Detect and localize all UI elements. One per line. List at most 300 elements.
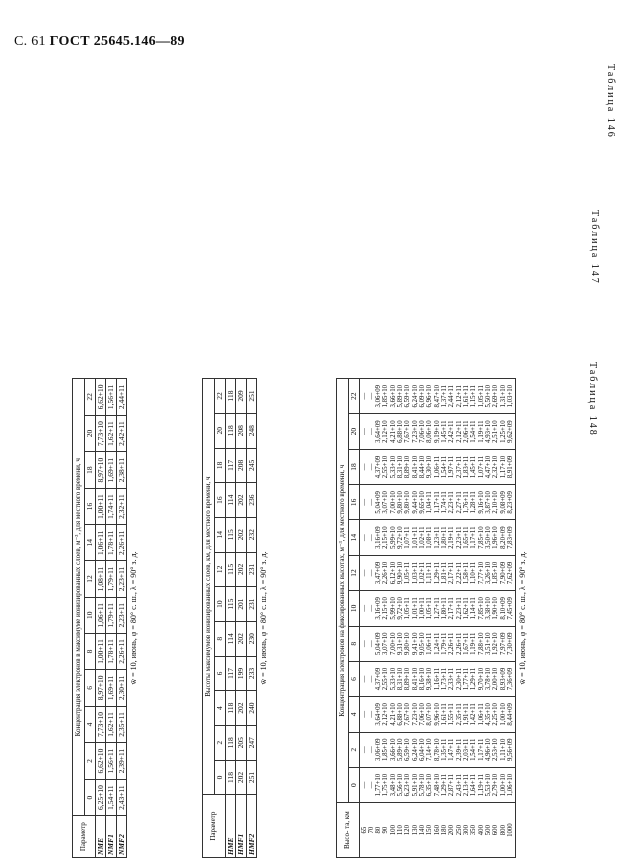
cell-value: 8,10+09 [499,597,507,620]
cell-value: 202 [236,552,247,587]
cell-value: — [360,640,368,648]
cell-value: 3,50+10 [485,526,493,549]
cell-value: 2,17+11 [448,597,456,620]
cell-value: 1,14+11 [470,597,478,620]
height-value: 80 [375,826,383,834]
cell-value: 1,19+11 [477,420,485,443]
cell-value: 7,06+10 [419,703,427,726]
cell-value: 8,06+10 [426,420,434,443]
cell-value: 232 [246,517,257,552]
cell-value: 2,26+10 [382,561,390,585]
cell-value: 3,64+09 [375,703,383,726]
cell-value: 1,78+11 [106,525,117,561]
cell-value: 1,16+11 [433,667,441,691]
cell-value: 8,97+10 [95,452,106,489]
cell-value: — [367,675,375,683]
cell-value: 6,96+10 [426,384,434,408]
cell-value: 6,23+10 [404,773,412,797]
cell-value: 1,01+11 [411,526,419,549]
cell-value: 1,19+11 [470,632,478,655]
cell-value: 9,31+10 [397,632,405,655]
cell-value: 5,56+10 [397,773,405,797]
table-row [236,379,247,858]
row-label: HMF1 [236,795,247,858]
cell-value: 8,89+10 [404,667,412,691]
cell-value: 5,89+10 [397,384,405,408]
cell-value: 7,14+10 [426,738,434,761]
cell-value: 7,73+10 [95,415,106,452]
height-value: 140 [419,825,427,836]
cell-value: 1,78+11 [106,633,117,669]
cell-value: 6,62+10 [95,743,106,780]
cell-value: 1,73+11 [441,667,449,691]
cell-value: — [360,534,368,542]
cell-value: 118 [225,725,236,760]
cell-value: 1,06+11 [426,632,434,655]
cell-value: 1,79+11 [106,597,117,633]
cell-value: 1,77+10 [375,773,383,797]
cell-value: 2,13+11 [463,773,471,797]
cell-value: 3,07+10 [382,632,390,655]
cell-value: — [360,428,368,436]
cell-value: 1,00+11 [95,633,106,669]
cell-value: 2,55+10 [382,667,390,691]
cell-value: 2,26+11 [116,525,127,561]
cell-value: 7,06+10 [419,420,427,443]
table-row [116,379,127,858]
cell-value: 1,08+11 [426,526,434,549]
cell-value: 1,06+11 [433,455,441,479]
hour-header: 22 [349,379,360,414]
cell-value: 1,80+11 [441,597,449,620]
cell-value: 2,12+11 [455,385,463,408]
cell-value: 2,44+11 [116,379,127,416]
cell-value: 114 [225,483,236,518]
cell-value: 1,37+11 [441,385,449,408]
cell-value: 4,35+10 [485,703,493,726]
cell-value: 2,12+11 [455,420,463,443]
cell-value: — [367,781,375,789]
hours-row [349,379,360,858]
table-subheader: Высоты максимумов ионизированных слоев, км, для местного времени, ч [203,379,215,795]
cell-value: 1,06+10 [507,773,515,797]
height-value: 180 [441,825,449,836]
cell-value: 9,19+10 [433,420,441,443]
value-column [359,697,516,732]
cell-value: — [367,392,375,400]
cell-value: 1,58+11 [463,561,471,585]
cell-value: 202 [236,517,247,552]
hour-header: 6 [215,656,226,691]
cell-value: — [367,746,375,754]
row-label: HME [225,795,236,858]
cell-value: 1,47+11 [448,738,456,761]
cell-value: 2,23+11 [455,597,463,620]
cell-value: 2,35+11 [116,706,127,743]
cell-value: 1,07+11 [477,455,485,479]
cell-value: 205 [236,725,247,760]
hour-header: 16 [85,488,96,524]
row-label: NME [95,816,106,858]
value-column [359,379,516,414]
cell-value: 4,47+10 [485,455,493,479]
cell-value: 6,09+10 [419,384,427,408]
cell-value: — [367,710,375,718]
hour-header: 14 [215,517,226,552]
cell-value: 9,65+10 [419,491,427,514]
cell-value: 8,78+10 [433,738,441,761]
cell-value: 8,41+10 [411,455,419,479]
cell-value: 3,66+10 [389,384,397,408]
cell-value: 2,33+11 [448,667,456,691]
cell-value: 2,23+11 [455,526,463,549]
height-value: 300 [463,825,471,836]
hour-header: 20 [215,413,226,448]
cell-value: 5,78+10 [419,773,427,797]
cell-value: 7,00+10 [389,632,397,655]
cell-value: 2,15+10 [382,526,390,549]
cell-value: 2,00+10 [492,667,500,691]
cell-value: 1,01+11 [411,597,419,620]
value-column [359,520,516,555]
cell-value: 3,38+10 [485,597,493,620]
cell-value: 5,04+09 [375,491,383,514]
cell-value: 2,15+10 [382,597,390,620]
cell-value: 9,72+10 [397,597,405,620]
table-conditions: w̄ = 10, июнь, φ = 80° с. ш., λ = 90° з. д. [518,551,528,685]
cell-value: 1,54+11 [441,455,449,479]
cell-value: 9,16+10 [477,491,485,514]
height-value: 500 [485,825,493,836]
cell-value: 8,31+10 [397,667,405,691]
hour-header: 18 [349,449,360,484]
table-body [95,379,127,858]
cell-value: 5,04+09 [375,632,383,655]
cell-value: — [367,604,375,612]
cell-value: 2,79+10 [492,773,500,797]
cell-value: 2,38+11 [116,452,127,489]
cell-value: — [360,781,368,789]
cell-value: — [360,746,368,754]
cell-value: — [367,534,375,542]
cell-value: 4,96+10 [485,738,493,761]
cell-value: 1,45+11 [441,420,449,443]
cell-value: 8,23+09 [507,491,515,514]
cell-value: 3,06+09 [375,384,383,408]
hour-header: 16 [349,485,360,520]
hours-row [215,379,226,858]
table-row [246,379,257,858]
hour-header: 8 [85,633,96,669]
cell-value: 251 [246,760,257,795]
cell-value: 3,07+10 [382,491,390,514]
cell-value: 1,69+11 [106,452,117,489]
page-header [14,34,185,50]
cell-value: 7,23+10 [411,703,419,726]
cell-value: — [360,710,368,718]
cell-value: 1,03+11 [411,561,419,585]
height-value: 800 [499,825,507,836]
cell-value: 8,89+10 [404,455,412,479]
cell-value: 1,24+11 [433,632,441,655]
height-value: 160 [433,825,441,836]
row-label: NMF1 [106,816,117,858]
cell-value: 118 [225,760,236,795]
value-column [359,485,516,520]
cell-value: 5,89+10 [397,738,405,761]
cell-value: 1,77+11 [463,667,471,691]
cell-value: 8,16+10 [419,667,427,691]
cell-value: — [360,463,368,471]
cell-value: 7,67+10 [404,703,412,726]
cell-value: 1,00+11 [419,597,427,620]
cell-value: 7,30+09 [507,632,515,655]
height-value: 110 [397,825,405,836]
value-column [359,414,516,449]
hour-header: 2 [85,743,96,780]
cell-value: 1,64+11 [470,773,478,797]
cell-value: 117 [225,656,236,691]
cell-value: 1,17+11 [433,491,441,514]
cell-value: 1,62+11 [106,706,117,743]
cell-value: 7,97+09 [499,632,507,655]
cell-value: 7,23+10 [411,420,419,443]
cell-value: 9,38+10 [426,667,434,691]
cell-value: 251 [246,379,257,414]
cell-value: 2,32+11 [116,488,127,524]
hour-header: 16 [215,483,226,518]
cell-value: 6,59+10 [404,738,412,761]
cell-value: 2,69+10 [492,384,500,408]
cell-value: 1,54+11 [470,420,478,443]
cell-value: 1,07+11 [404,526,412,549]
cell-value: 3,64+09 [375,420,383,443]
cell-value: 7,62+09 [507,561,515,585]
table-147 [202,378,268,858]
cell-value: 1,06+11 [95,597,106,633]
table-147-caption: Таблица 147 [589,210,600,285]
table-subheader: Концентрация электронов на фиксированных высотах, м⁻³, для местного времени, ч [337,379,349,803]
cell-value: 7,67+10 [404,420,412,443]
standard-title: ГОСТ 25645.146—89 [49,34,185,49]
cell-value: 2,51+10 [492,420,500,443]
height-value: 70 [367,826,375,834]
cell-value: 6,35+10 [426,773,434,797]
cell-value: 1,92+10 [492,632,500,655]
cell-value: 7,88+10 [477,632,485,655]
cell-value: 2,39+11 [455,738,463,761]
cell-value: 1,00+10 [499,703,507,726]
cell-value: 4,37+09 [375,667,383,691]
cell-value: 7,36+09 [507,667,515,691]
cell-value: 1,05+11 [477,385,485,408]
cell-value: 2,26+11 [448,632,456,655]
height-value: 65 [360,826,368,834]
hour-header: 0 [85,779,96,816]
cell-value: 5,53+10 [485,773,493,797]
cell-value: 1,28+11 [470,491,478,514]
cell-value: 2,23+11 [448,491,456,514]
cell-value: 1,76+11 [463,491,471,514]
cell-value: 6,62+10 [95,379,106,416]
cell-value: 115 [225,587,236,622]
height-value: 130 [411,825,419,836]
hour-header: 6 [85,670,96,707]
cell-value: 2,39+11 [116,743,127,780]
cell-value: 1,75+10 [382,773,390,797]
cell-value: 1,74+11 [106,488,117,524]
cell-value: 209 [236,379,247,414]
cell-value: 6,24+10 [411,738,419,761]
hour-header: 22 [85,379,96,416]
page-number: С. 61 [14,34,46,49]
cell-value: 2,10+10 [492,491,500,514]
cell-value: 247 [246,725,257,760]
cell-value: 8,20+09 [499,526,507,549]
cell-value: 1,85+10 [382,384,390,408]
param-header: Параметр [73,816,96,858]
hour-header: 4 [349,697,360,732]
cell-value: 1,02+11 [419,561,427,585]
cell-value: 3,51+10 [485,632,493,655]
cell-value: 9,56+09 [507,738,515,761]
hour-header: 8 [349,626,360,661]
cell-value: 2,12+10 [382,703,390,726]
cell-value: — [360,604,368,612]
cell-value: 5,50+10 [485,384,493,408]
cell-value: 1,56+11 [106,379,117,416]
cell-value: 8,47+10 [433,384,441,408]
cell-value: 1,06+11 [477,703,485,726]
cell-value: 1,35+11 [441,738,449,761]
cell-value: 5,99+10 [389,597,397,620]
cell-value: 1,06+11 [95,525,106,561]
cell-value: 199 [236,656,247,691]
cell-value: 1,11+11 [426,561,434,585]
cell-value: 2,42+11 [116,415,127,452]
cell-value: 202 [236,691,247,726]
cell-value: 1,29+11 [470,667,478,691]
table-148-caption: Таблица 148 [587,362,598,437]
cell-value: 6,88+10 [397,703,405,726]
value-column [359,449,516,484]
cell-value: 3,26+10 [485,561,493,585]
table-148 [336,378,527,858]
height-value: 1000 [507,823,515,837]
cell-value: 1,79+11 [441,632,449,655]
cell-value: 248 [246,413,257,448]
cell-value: 3,16+09 [375,526,383,549]
cell-value: 1,29+11 [441,773,449,797]
cell-value: 114 [225,621,236,656]
cell-value: 4,37+09 [375,455,383,479]
cell-value: 8,97+10 [95,670,106,707]
cell-value: 1,42+11 [470,703,478,726]
cell-value: 8,31+10 [397,455,405,479]
cell-value: 1,74+11 [441,491,449,514]
cell-value: 231 [246,552,257,587]
cell-value: 6,25+10 [95,779,106,816]
value-column [359,591,516,626]
cell-value: 233 [246,656,257,691]
cell-value: 7,85+10 [477,526,485,549]
cell-value: 7,85+10 [477,597,485,620]
cell-value: 2,43+11 [455,773,463,797]
cell-value: 1,90+10 [492,597,500,620]
cell-value: 2,87+11 [448,773,456,797]
value-column [359,767,516,802]
cell-value: 2,12+10 [382,420,390,443]
row-label: HMF2 [246,795,257,858]
cell-value: 9,96+10 [433,703,441,726]
cell-value: 8,07+10 [426,703,434,726]
cell-value: 1,31+10 [499,384,507,408]
cell-value: 1,61+11 [441,703,449,726]
table-subheader: Концентрация электронов в максимуме ионизированных слоев, м⁻³, для местного времени, ч [73,379,85,816]
cell-value: 2,44+11 [448,385,456,408]
hour-header: 2 [349,732,360,767]
cell-value: — [367,498,375,506]
value-column [359,661,516,696]
cell-value: 208 [236,413,247,448]
cell-value: — [360,392,368,400]
cell-value: 2,26+11 [116,633,127,669]
cell-value: 9,80+10 [404,632,412,655]
cell-value: 3,87+10 [485,491,493,514]
cell-value: 1,81+11 [441,561,449,585]
table-conditions: w̄ = 10, июнь, φ = 80° с. ш., λ = 90° з. д. [129,551,138,685]
cell-value: 5,99+10 [389,526,397,549]
cell-value: 1,80+11 [441,526,449,549]
hour-header: 0 [349,767,360,802]
cell-value: 3,06+09 [375,738,383,761]
cell-value: 202 [236,760,247,795]
hour-header: 12 [85,561,96,597]
cell-value: 1,17+10 [499,455,507,479]
cell-value: 2,17+11 [448,561,456,585]
cell-value: 1,29+11 [433,561,441,585]
cell-value: 8,41+10 [411,667,419,691]
cell-value: 1,08+11 [95,561,106,597]
cell-value: 202 [236,483,247,518]
hours-row [85,379,96,858]
cell-value: 2,27+11 [455,491,463,514]
cell-value: 6,59+10 [404,384,412,408]
cell-value: 1,62+11 [106,415,117,452]
cell-value: 118 [225,379,236,414]
table-row [106,379,117,858]
hour-header: 22 [215,379,226,414]
cell-value: — [360,498,368,506]
cell-value: 1,65+11 [463,526,471,549]
cell-value: 1,67+11 [463,632,471,655]
hour-header: 12 [349,555,360,590]
cell-value: 9,80+10 [404,491,412,514]
cell-value: 7,83+09 [507,526,515,549]
cell-value: 1,23+11 [433,526,441,549]
cell-value: 3,66+10 [389,738,397,761]
cell-value: 2,37+11 [455,455,463,479]
cell-value: 9,05+10 [419,632,427,655]
cell-value: 208 [236,448,247,483]
cell-value: 118 [225,413,236,448]
cell-value: 2,42+11 [448,420,456,443]
hour-header: 20 [349,414,360,449]
cell-value: 2,19+11 [448,526,456,549]
hour-header: 4 [215,691,226,726]
cell-value: 5,33+10 [389,455,397,479]
cell-value: 2,53+10 [492,738,500,761]
